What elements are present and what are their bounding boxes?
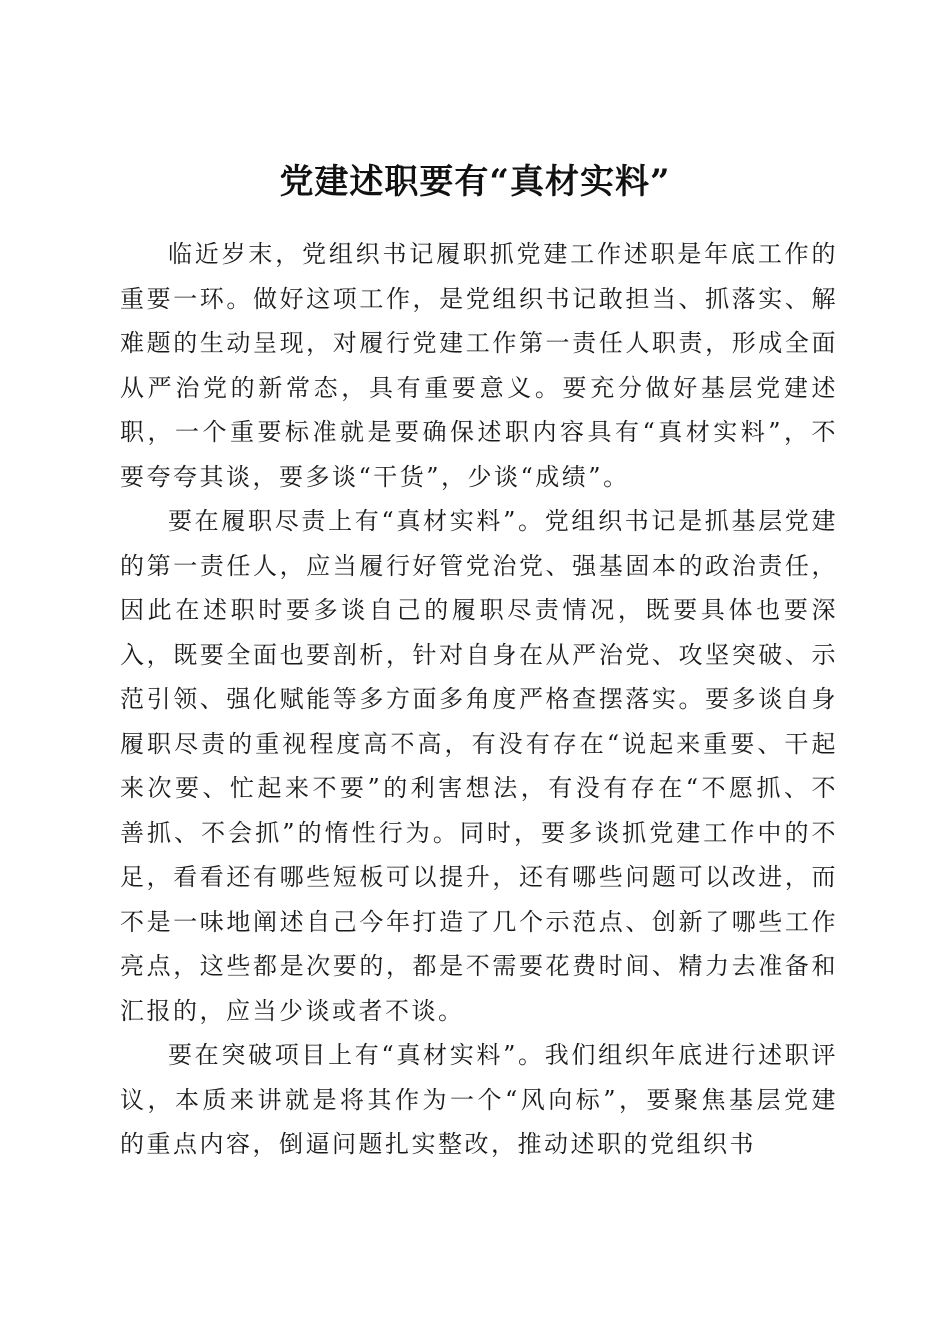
document-body xyxy=(120,232,838,1167)
paragraph-intro: 临近岁末，党组织书记履职抓党建工作述职是年底工作的重要一环。做好这项工作，是党组织书记敢担当、抓落实、解难题的生动呈现，对履行党建工作第一责任人职责，形成全面从严治党的新常态，具有重要意义。要充分做好基层党建述职，一个重要标准就是要确保述职内容具有“真材实料”，不要夸夸其谈，要多谈“干货”，少谈“成绩”。 xyxy=(120,240,838,491)
document-title: 党建述职要有“真材实料” xyxy=(279,161,671,202)
paragraph-project: 要在突破项目上有“真材实料”。我们组织年底进行述职评议，本质来讲就是将其作为一个“风向标”，要聚焦基层党建的重点内容，倒逼问题扎实整改，推动述职的党组织书 xyxy=(120,1041,838,1158)
paragraph-duty: 要在履职尽责上有“真材实料”。党组织书记是抓基层党建的第一责任人，应当履行好管党治党、强基固本的政治责任，因此在述职时要多谈自己的履职尽责情况，既要具体也要深入，既要全面也要剖析，针对自身在从严治党、攻坚突破、示范引领、强化赋能等多方面多角度严格查摆落实。要多谈自身履职尽责的重视程度高不高，有没有存在“说起来重要、干起来次要、忙起来不要”的利害想法，有没有存在“不愿抓、不善抓、不会抓”的惰性行为。同时，要多谈抓党建工作中的不足，看看还有哪些短板可以提升，还有哪些问题可以改进，而不是一味地阐述自己今年打造了几个示范点、创新了哪些工作亮点，这些都是次要的，都是不需要花费时间、精力去准备和汇报的，应当少谈或者不谈。 xyxy=(120,507,838,1025)
